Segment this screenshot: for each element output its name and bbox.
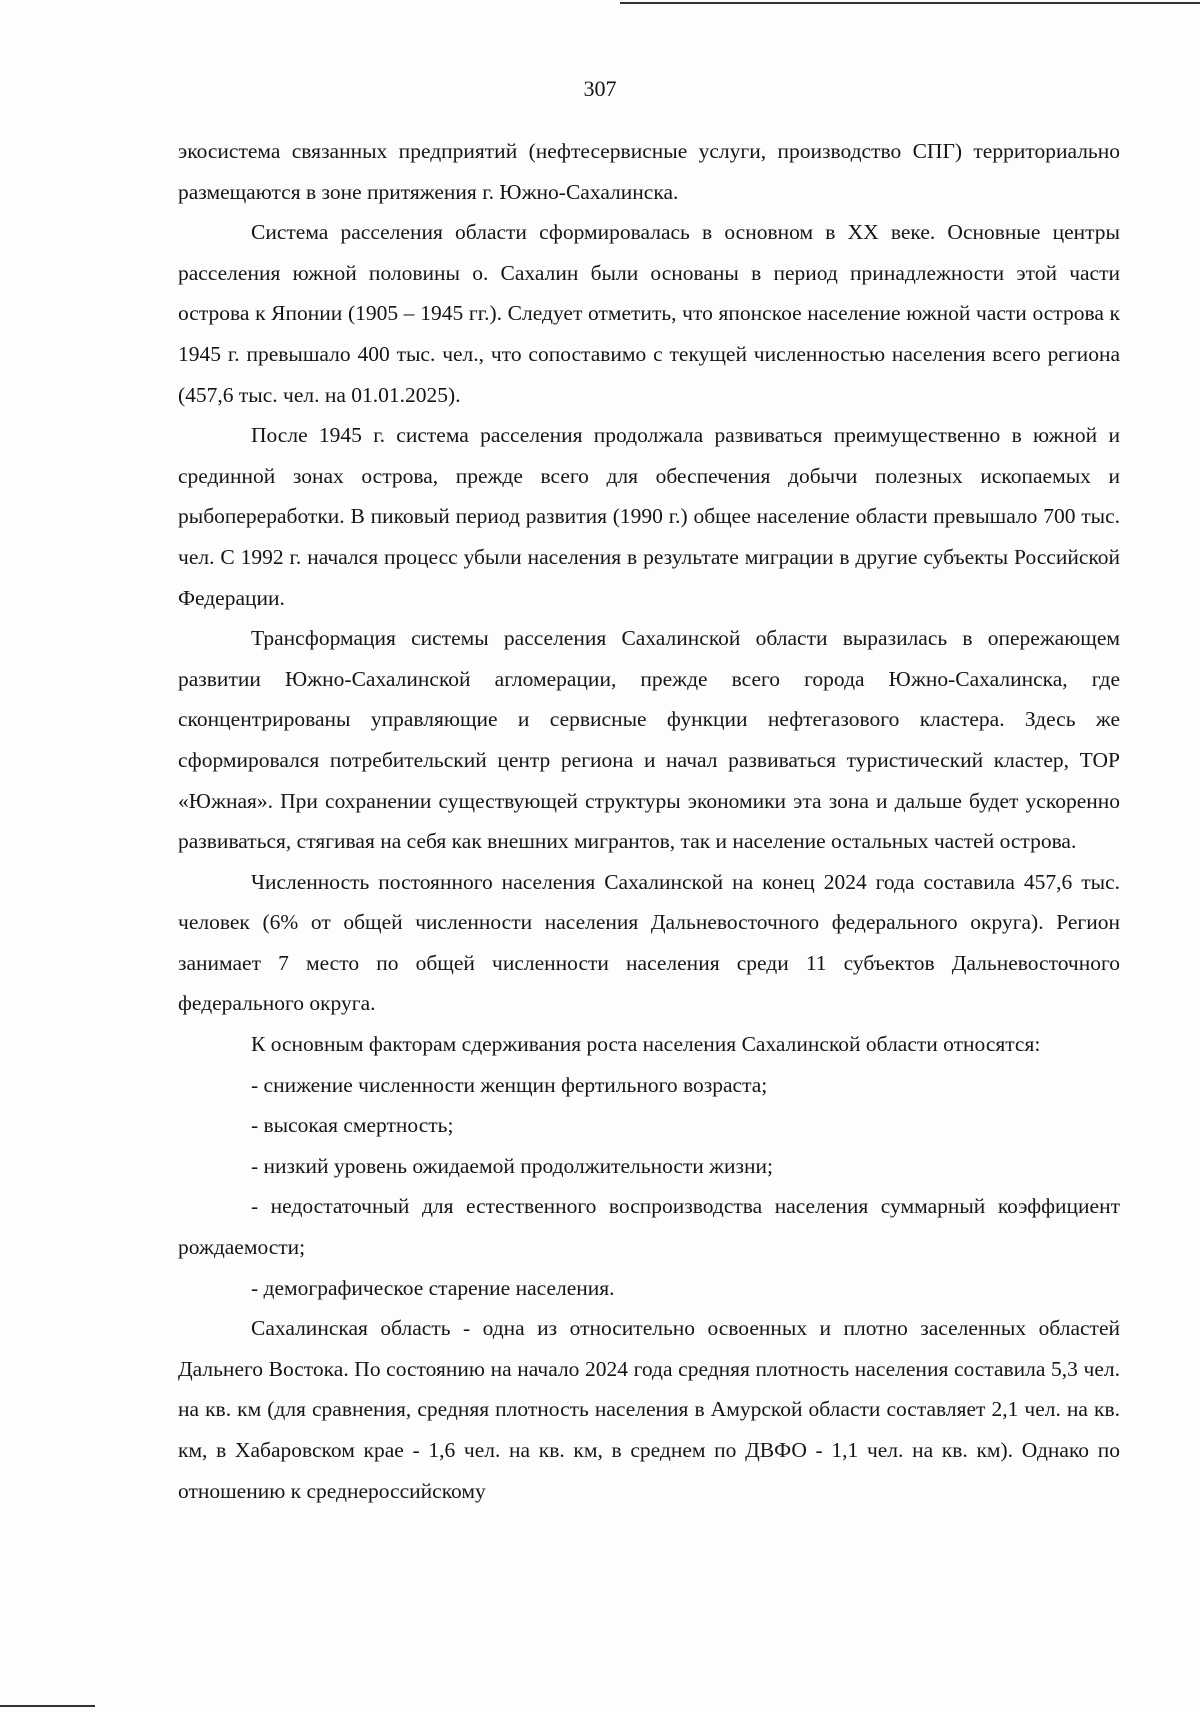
- list-item: - снижение численности женщин фертильного возраста;: [251, 1072, 768, 1097]
- paragraph: Трансформация системы расселения Сахалинской области выразилась в опережающем развитии Южно-Сахалинской агломерации, прежде всего города Южно-Сахалинска, где сконцентрированы управляющие и сервисные функции нефтегазового кластера. Здесь же сформировался потребительский центр региона и начал развиваться туристический кластер, ТОР «Южная». При сохранении существующей структуры экономики эта зона и дальше будет ускоренно развиваться, стягивая на себя как внешних мигрантов, так и население остальных частей острова.: [178, 626, 1120, 854]
- paragraph: К основным факторам сдерживания роста населения Сахалинской области относятся:: [251, 1032, 1041, 1057]
- page-number: 307: [583, 76, 617, 101]
- paragraph: Сахалинская область - одна из относительно освоенных и плотно заселенных областей Дальнего Востока. По состоянию на начало 2024 года средняя плотность населения составила 5,3 чел. на кв. км (для сравнения, средняя плотность населения в Амурской области составляет 2,1 чел. на кв. км, в Хабаровском крае - 1,6 чел. на кв. км, в среднем по ДВФО - 1,1 чел. на кв. км). Однако по отношению к среднероссийскому: [178, 1316, 1120, 1503]
- body-text: [178, 131, 1120, 1511]
- list-item: - высокая смертность;: [251, 1113, 454, 1138]
- list-item: - демографическое старение населения.: [251, 1275, 615, 1300]
- scan-edge-line-top: [620, 2, 1200, 4]
- paragraph: Численность постоянного населения Сахалинской на конец 2024 года составила 457,6 тыс. человек (6% от общей численности населения Дальневосточного федерального округа). Регион занимает 7 место по общей численности населения среди 11 субъектов Дальневосточного федерального округа.: [178, 869, 1120, 1016]
- list-item: - недостаточный для естественного воспроизводства населения суммарный коэффициент рождаемости;: [178, 1194, 1120, 1260]
- list-item: - низкий уровень ожидаемой продолжительности жизни;: [251, 1153, 774, 1178]
- factors-list: [178, 1065, 1120, 1309]
- scan-edge-line-bottom: [0, 1705, 95, 1707]
- paragraph: Система расселения области сформировалась в основном в XX веке. Основные центры расселения южной половины о. Сахалин были основаны в период принадлежности этой части острова к Японии (1905 – 1945 гг.). Следует отметить, что японское население южной части острова к 1945 г. превышало 400 тыс. чел., что сопоставимо с текущей численностью населения всего региона (457,6 тыс. чел. на 01.01.2025).: [178, 220, 1120, 407]
- paragraph: После 1945 г. система расселения продолжала развиваться преимущественно в южной и срединной зонах острова, прежде всего для обеспечения добычи полезных ископаемых и рыбопереработки. В пиковый период развития (1990 г.) общее население области превышало 700 тыс. чел. С 1992 г. начался процесс убыли населения в результате миграции в другие субъекты Российской Федерации.: [178, 423, 1120, 610]
- paragraphs-before-list: [178, 131, 1120, 1065]
- paragraph: экосистема связанных предприятий (нефтесервисные услуги, производство СПГ) территориально размещаются в зоне притяжения г. Южно-Сахалинска.: [178, 139, 1120, 204]
- paragraphs-after-list: [178, 1308, 1120, 1511]
